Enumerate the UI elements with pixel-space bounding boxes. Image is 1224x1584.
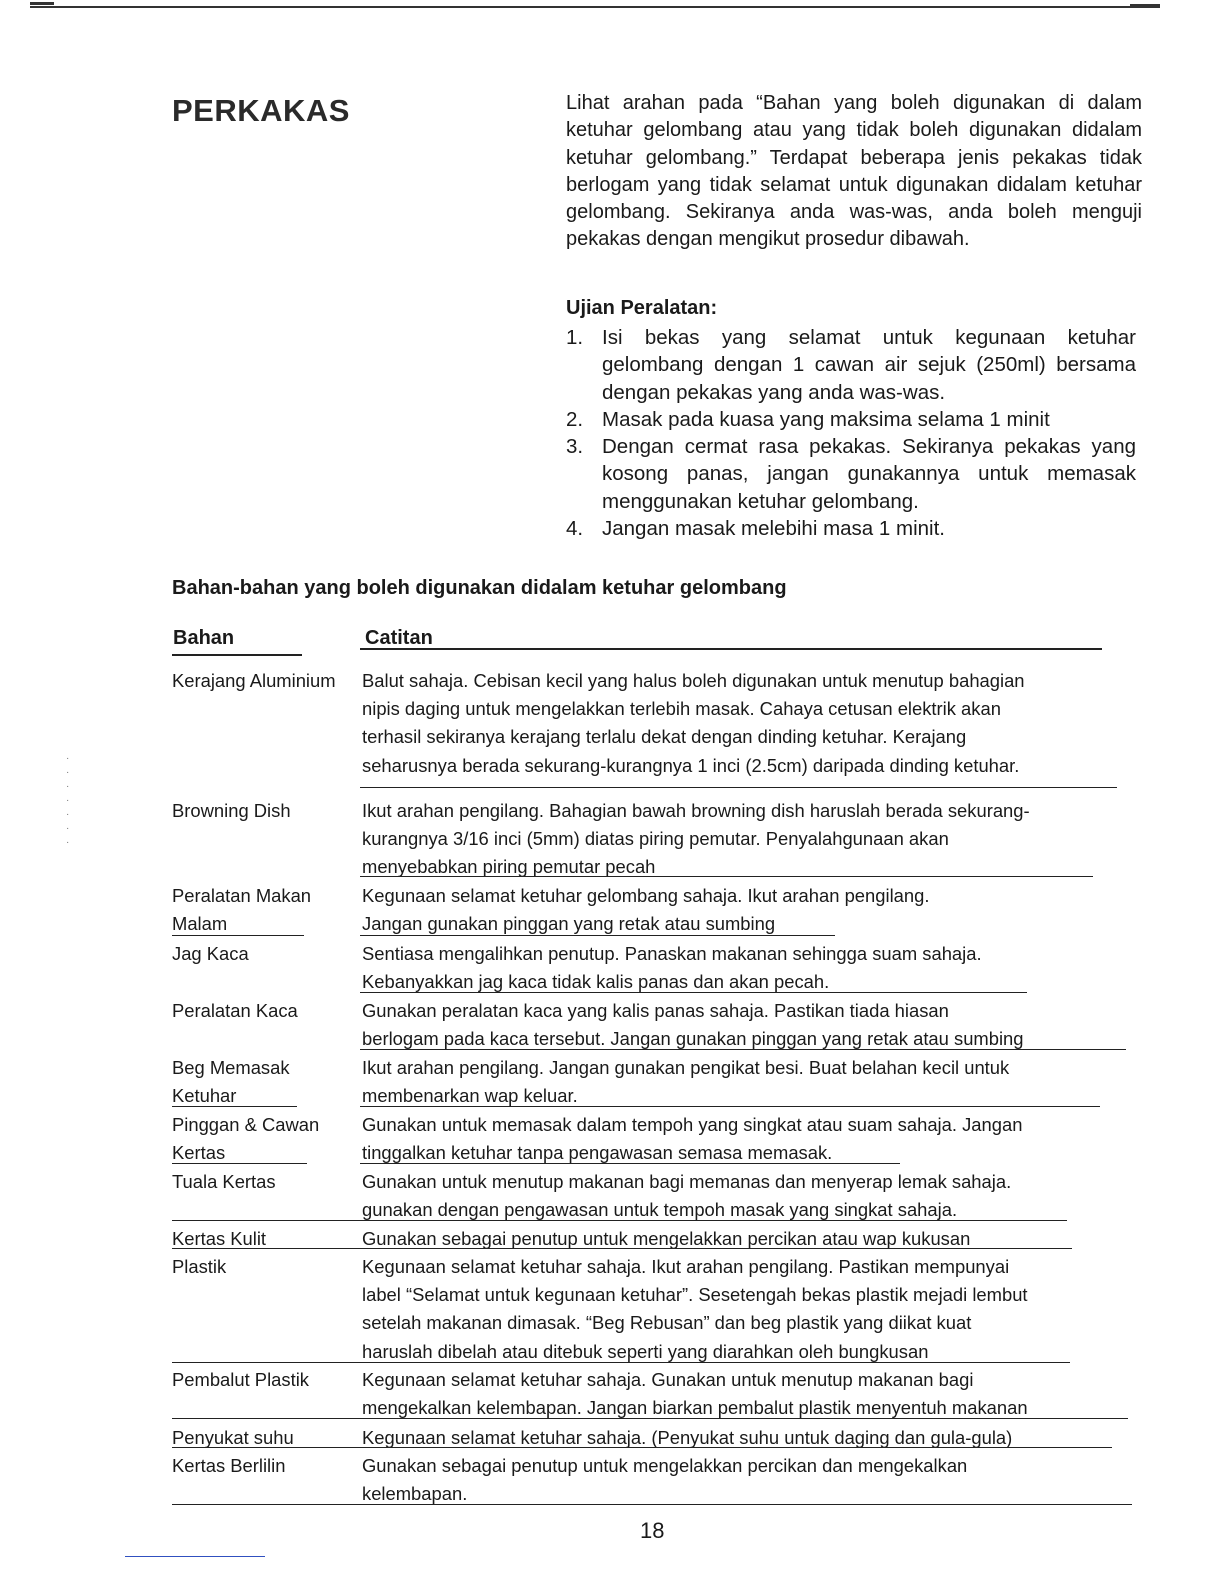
catitan-cell bbox=[362, 1054, 1130, 1110]
bahan-cell: Pinggan & Cawan Kertas bbox=[172, 1114, 320, 1164]
test-step bbox=[566, 515, 1136, 542]
catitan-cell bbox=[362, 1168, 1130, 1224]
bahan-cell: Kertas Berlilin bbox=[172, 1455, 286, 1476]
step-text: Dengan cermat rasa pekakas. Sekiranya pekakas yang kosong panas, jangan gunakannya untuk memasak menggunakan ketuhar gelombang. bbox=[602, 435, 1136, 513]
intro-paragraph: Lihat arahan pada “Bahan yang boleh digunakan di dalam ketuhar gelombang atau yang tidak boleh digunakan didalam ketuhar gelombang.” Terdapat beberapa jenis pekakas tidak berlogam yang tidak selamat untuk digunakan didalam ketuhar gelombang. Sekiranya anda was-was, anda boleh menguji pekakas dengan mengikut prosedur dibawah. bbox=[566, 92, 1142, 251]
bahan-cell: Jag Kaca bbox=[172, 943, 249, 964]
step-text: Jangan masak melebihi masa 1 minit. bbox=[602, 517, 945, 541]
bahan-cell: Penyukat suhu bbox=[172, 1427, 294, 1448]
top-edge-mark-right bbox=[1130, 4, 1160, 7]
row-divider bbox=[360, 992, 1027, 993]
catitan-line: Gunakan untuk memasak dalam tempoh yang singkat atau suam sahaja. Jangan bbox=[362, 1114, 1023, 1135]
catitan-line: berlogam pada kaca tersebut. Jangan gunakan pinggan yang retak atau sumbing bbox=[362, 1028, 1024, 1050]
catitan-line: kurangnya 3/16 inci (5mm) diatas piring pemutar. Penyalahgunaan akan bbox=[362, 828, 949, 850]
test-steps-list bbox=[566, 324, 1136, 542]
catitan-line: Kegunaan selamat ketuhar sahaja. Gunakan untuk menutup makanan bagi bbox=[362, 1369, 974, 1390]
row-divider bbox=[172, 1504, 1132, 1505]
catitan-cell bbox=[362, 882, 1130, 938]
row-divider bbox=[172, 1163, 307, 1164]
step-number: 4. bbox=[566, 517, 584, 541]
test-heading: Ujian Peralatan: bbox=[566, 297, 718, 319]
catitan-line: Balut sahaja. Cebisan kecil yang halus boleh digunakan untuk menutup bahagian bbox=[362, 670, 1025, 691]
catitan-line: menyebabkan piring pemutar pecah bbox=[362, 856, 656, 878]
catitan-cell bbox=[362, 1366, 1130, 1422]
catitan-line: Kebanyakkan jag kaca tidak kalis panas dan akan pecah. bbox=[362, 971, 830, 993]
row-divider bbox=[172, 1362, 1070, 1363]
top-rule bbox=[30, 6, 1160, 8]
catitan-line: mengekalkan kelembapan. Jangan biarkan pembalut plastik menyentuh makanan bbox=[362, 1397, 1028, 1419]
catitan-line: label “Selamat untuk kegunaan ketuhar”. Sesetengah bekas plastik mejadi lembut bbox=[362, 1284, 1028, 1306]
step-text: Isi bekas yang selamat untuk kegunaan ketuhar gelombang dengan 1 cawan air sejuk (250ml) bersama dengan pekakas yang anda was-was. bbox=[602, 326, 1136, 404]
row-divider bbox=[360, 1163, 900, 1164]
catitan-cell bbox=[362, 1253, 1130, 1366]
catitan-line: kelembapan. bbox=[362, 1483, 468, 1505]
row-divider bbox=[172, 1220, 1067, 1221]
bahan-cell: Peralatan Kaca bbox=[172, 1000, 298, 1021]
bahan-cell: Beg Memasak Ketuhar bbox=[172, 1057, 290, 1107]
row-divider bbox=[360, 876, 1093, 877]
margin-marks: · · · · · · · bbox=[66, 753, 70, 848]
catitan-cell bbox=[362, 997, 1130, 1053]
bahan-cell: Plastik bbox=[172, 1256, 227, 1277]
test-step bbox=[566, 324, 1136, 406]
header-rule bbox=[360, 648, 1102, 650]
row-divider bbox=[172, 1248, 1072, 1249]
bahan-cell: Browning Dish bbox=[172, 800, 291, 821]
step-text: Masak pada kuasa yang maksima selama 1 minit bbox=[602, 407, 1050, 431]
top-edge-mark bbox=[30, 2, 54, 5]
row-divider bbox=[172, 1447, 1112, 1448]
row-divider bbox=[360, 787, 1117, 788]
catitan-cell bbox=[362, 1111, 1130, 1167]
column-header-bahan: Bahan bbox=[173, 627, 235, 649]
catitan-line: haruslah dibelah atau ditebuk seperti yang diarahkan oleh bungkusan bbox=[362, 1340, 929, 1362]
catitan-line: nipis daging untuk mengelakkan terlebih masak. Cahaya cetusan elektrik akan bbox=[362, 698, 1001, 720]
catitan-cell bbox=[362, 1452, 1130, 1508]
catitan-line: Ikut arahan pengilang. Bahagian bawah browning dish haruslah berada sekurang- bbox=[362, 800, 1030, 821]
bahan-cell: Kertas Kulit bbox=[172, 1228, 267, 1249]
catitan-line: membenarkan wap keluar. bbox=[362, 1085, 578, 1107]
catitan-line: Gunakan peralatan kaca yang kalis panas sahaja. Pastikan tiada hiasan bbox=[362, 1000, 949, 1021]
row-divider bbox=[360, 935, 835, 936]
row-divider bbox=[172, 935, 304, 936]
catitan-cell bbox=[362, 797, 1130, 882]
catitan-line: setelah makanan dimasak. “Beg Rebusan” dan beg plastik yang diikat kuat bbox=[362, 1312, 972, 1334]
catitan-line: Gunakan sebagai penutup untuk mengelakkan percikan atau wap kukusan bbox=[362, 1228, 971, 1249]
catitan-line: Kegunaan selamat ketuhar sahaja. Ikut arahan pengilang. Pastikan mempunyai bbox=[362, 1256, 1010, 1277]
row-divider bbox=[172, 1106, 297, 1107]
bahan-cell: Tuala Kertas bbox=[172, 1171, 276, 1192]
header-rule bbox=[172, 654, 302, 656]
catitan-line: tinggalkan ketuhar tanpa pengawasan semasa memasak. bbox=[362, 1142, 833, 1164]
catitan-line: terhasil sekiranya kerajang terlalu dekat dengan dinding ketuhar. Kerajang bbox=[362, 726, 967, 748]
catitan-line: Kegunaan selamat ketuhar sahaja. (Penyukat suhu untuk daging dan gula-gula) bbox=[362, 1427, 1013, 1448]
column-header-catitan: Catitan bbox=[365, 627, 433, 649]
bahan-cell: Peralatan Makan Malam bbox=[172, 885, 312, 935]
catitan-cell bbox=[362, 667, 1130, 780]
row-divider bbox=[360, 1049, 1126, 1050]
catitan-line: Gunakan untuk menutup makanan bagi memanas dan menyerap lemak sahaja. bbox=[362, 1171, 1012, 1192]
row-divider bbox=[172, 1418, 1128, 1419]
catitan-line: Sentiasa mengalihkan penutup. Panaskan makanan sehingga suam sahaja. bbox=[362, 943, 982, 964]
step-number: 3. bbox=[566, 435, 584, 459]
catitan-line: Kegunaan selamat ketuhar gelombang sahaja. Ikut arahan pengilang. bbox=[362, 885, 930, 906]
catitan-line: seharusnya berada sekurang-kurangnya 1 inci (2.5cm) daripada dinding ketuhar. bbox=[362, 754, 1020, 776]
row-divider bbox=[360, 1106, 1100, 1107]
step-number: 2. bbox=[566, 407, 584, 431]
catitan-line: Jangan gunakan pinggan yang retak atau sumbing bbox=[362, 913, 776, 935]
step-number: 1. bbox=[566, 326, 584, 349]
test-step bbox=[566, 433, 1136, 515]
table-title: Bahan-bahan yang boleh digunakan didalam ketuhar gelombang bbox=[172, 577, 787, 599]
catitan-line: Gunakan sebagai penutup untuk mengelakkan percikan dan mengekalkan bbox=[362, 1455, 968, 1476]
page-number: 18 bbox=[640, 1518, 665, 1543]
test-step bbox=[566, 406, 1136, 433]
catitan-line: gunakan dengan pengawasan untuk tempoh masak yang singkat sahaja. bbox=[362, 1199, 958, 1221]
bottom-rule bbox=[125, 1556, 265, 1557]
bahan-cell: Pembalut Plastik bbox=[172, 1369, 309, 1390]
bahan-cell: Kerajang Aluminium bbox=[172, 670, 336, 691]
catitan-line: Ikut arahan pengilang. Jangan gunakan pengikat besi. Buat belahan kecil untuk bbox=[362, 1057, 1010, 1078]
catitan-cell bbox=[362, 940, 1130, 996]
section-title: PERKAKAS bbox=[172, 93, 350, 128]
